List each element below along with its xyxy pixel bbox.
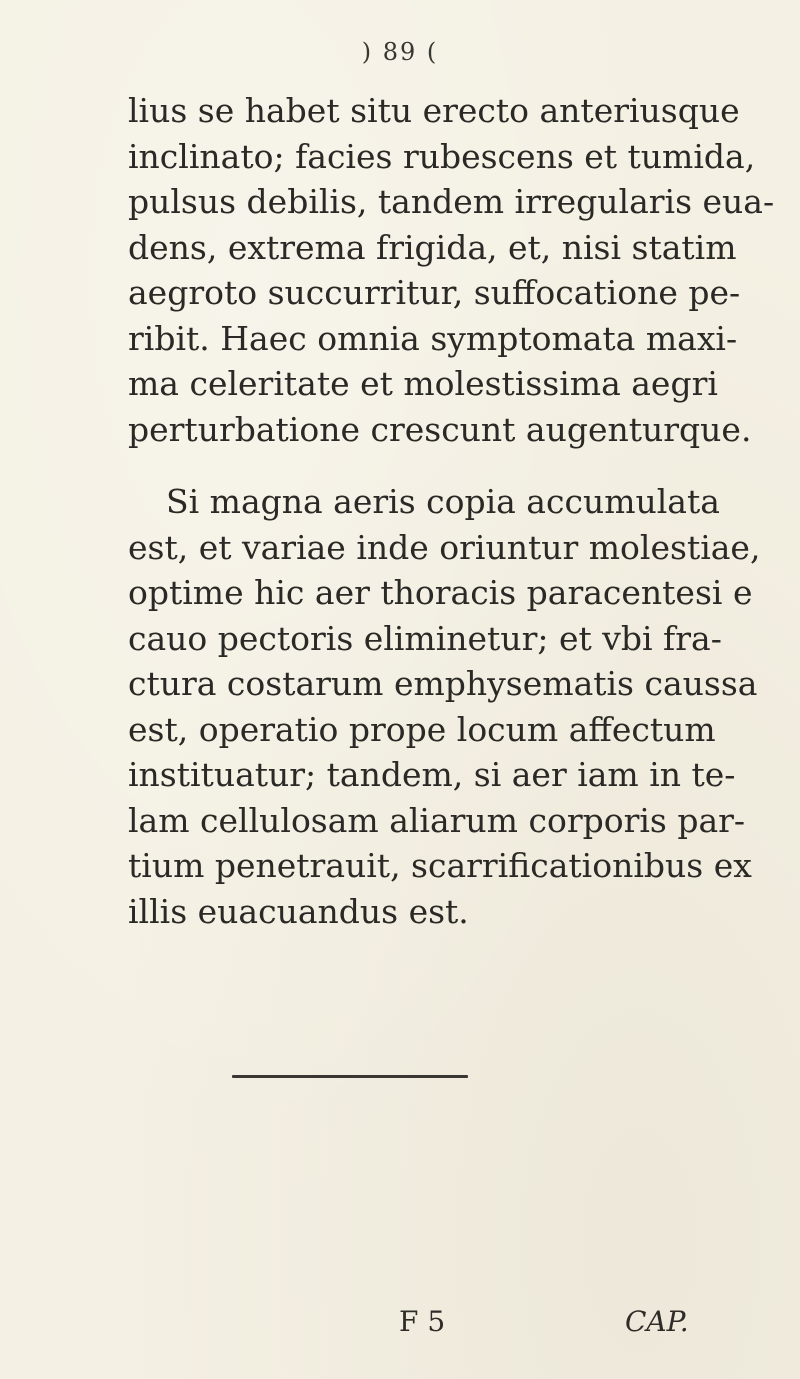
section-divider bbox=[232, 1075, 468, 1078]
paragraph-1 bbox=[128, 88, 775, 452]
catchword: CAP. bbox=[625, 1305, 689, 1338]
text-line: inclinato; facies rubescens et tumida, bbox=[128, 136, 756, 176]
text-line: est, operatio prope locum affectum bbox=[128, 709, 716, 749]
text-line: instituatur; tandem, si aer iam in te- bbox=[128, 755, 736, 794]
text-line: dens, extrema frigida, et, nisi statim bbox=[128, 227, 737, 267]
text-line: ribit. Haec omnia symptomata maxi- bbox=[128, 318, 738, 358]
text-line: cauo pectoris eliminetur; et vbi fra- bbox=[128, 618, 722, 658]
text-line: ma celeritate et molestissima aegri bbox=[128, 364, 718, 403]
text-line: est, et variae inde oriuntur molestiae, bbox=[128, 527, 761, 567]
text-line: optime hic aer thoracis paracentesi e bbox=[128, 573, 753, 612]
text-line: Si magna aeris copia accumulata bbox=[166, 482, 720, 521]
text-line: tium penetrauit, scarrificationibus ex bbox=[128, 846, 752, 885]
page-number: ) 89 ( bbox=[361, 38, 439, 66]
paragraph-2 bbox=[128, 479, 761, 934]
signature-mark: F 5 bbox=[399, 1305, 446, 1338]
text-line: ctura costarum emphysematis caussa bbox=[128, 664, 758, 703]
text-line: illis euacuandus est. bbox=[128, 891, 469, 931]
text-line: perturbatione crescunt augenturque. bbox=[128, 409, 752, 449]
text-line: lius se habet situ erecto anteriusque bbox=[128, 91, 740, 130]
text-line: lam cellulosam aliarum corporis par- bbox=[128, 800, 746, 840]
text-line: aegroto succurritur, suffocatione pe- bbox=[128, 273, 741, 312]
text-line: pulsus debilis, tandem irregularis eua- bbox=[128, 182, 775, 221]
